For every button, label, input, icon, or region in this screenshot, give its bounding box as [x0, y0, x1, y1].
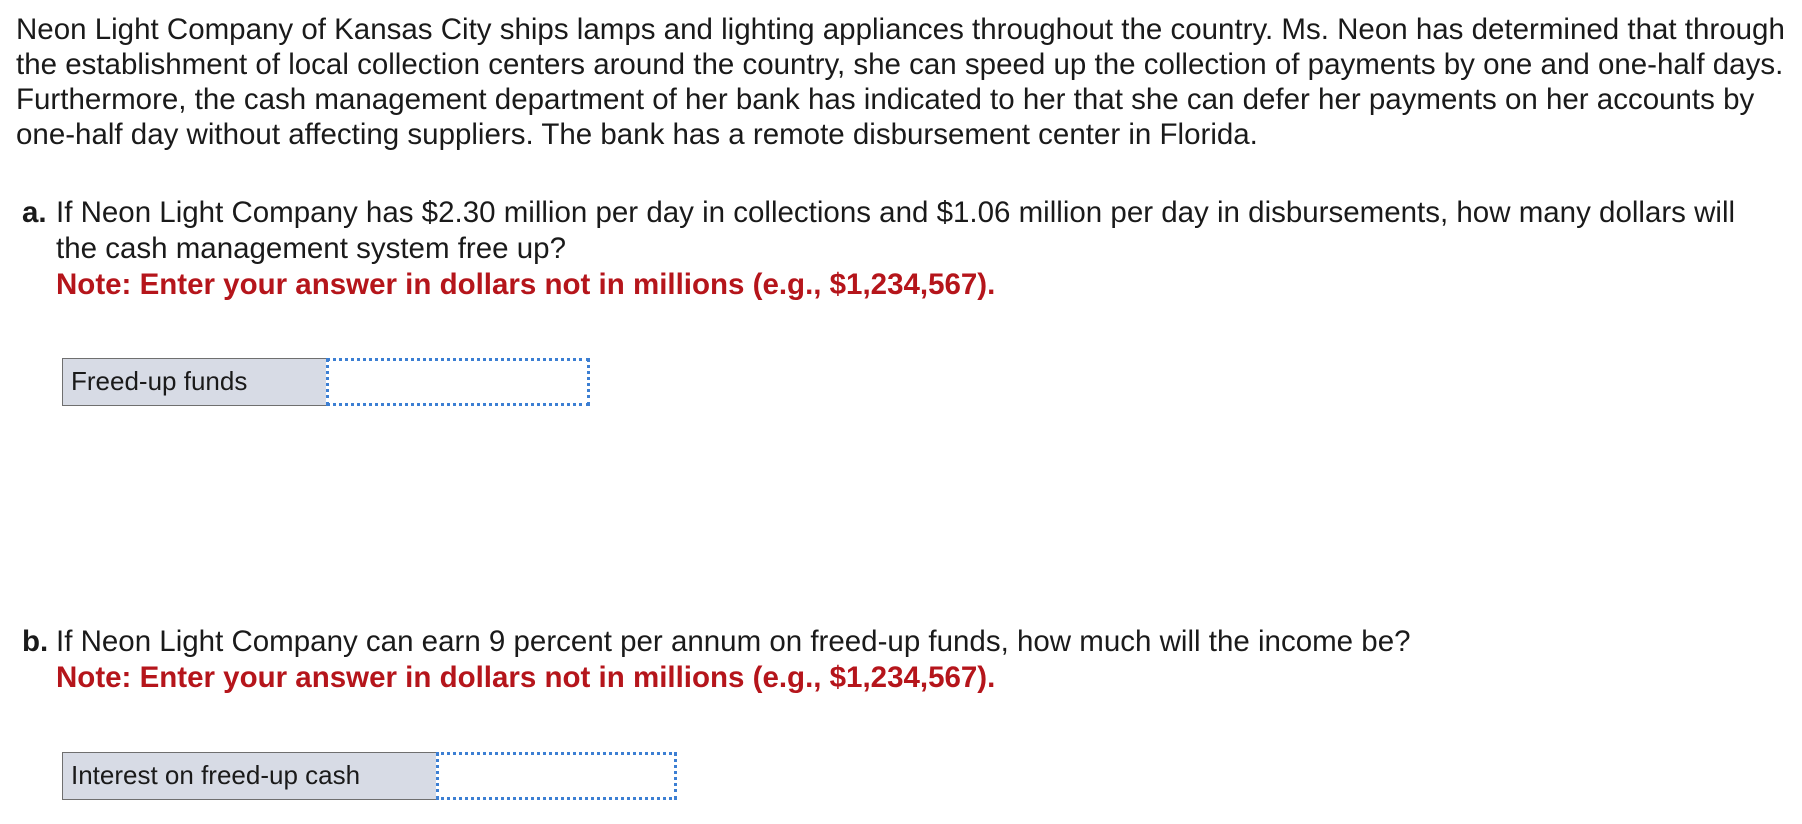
freed-up-funds-input[interactable]: [326, 358, 590, 406]
freed-up-funds-label: Freed-up funds: [62, 358, 326, 406]
answer-row-freed-up-funds: [62, 358, 590, 406]
interest-on-freed-up-cash-label: Interest on freed-up cash: [62, 752, 436, 800]
question-b-text: If Neon Light Company can earn 9 percent per annum on freed-up funds, how much will the income be?: [56, 625, 1411, 658]
interest-on-freed-up-cash-input[interactable]: [436, 752, 677, 800]
question-a-note: Note: Enter your answer in dollars not in millions (e.g., $1,234,567).: [56, 268, 996, 301]
answer-row-interest: [62, 752, 677, 800]
question-a-letter: a.: [22, 196, 47, 229]
question-b-note: Note: Enter your answer in dollars not in millions (e.g., $1,234,567).: [56, 661, 996, 694]
question-a: [22, 195, 1782, 303]
question-a-text: If Neon Light Company has $2.30 million per day in collections and $1.06 million per day in disbursements, how many dollars will the cash management system free up?: [56, 196, 1736, 265]
problem-statement: Neon Light Company of Kansas City ships lamps and lighting appliances throughout the country. Ms. Neon has determined that through the establishment of local collection centers around the country, she can speed up the collection of payments by one and one-half days. Furthermore, the cash management department of her bank has indicated to her that she can defer her payments on her accounts by one-half day without affecting suppliers. The bank has a remote disbursement center in Florida.: [16, 13, 1785, 151]
question-b-letter: b.: [22, 625, 49, 658]
question-b: [22, 624, 1782, 696]
